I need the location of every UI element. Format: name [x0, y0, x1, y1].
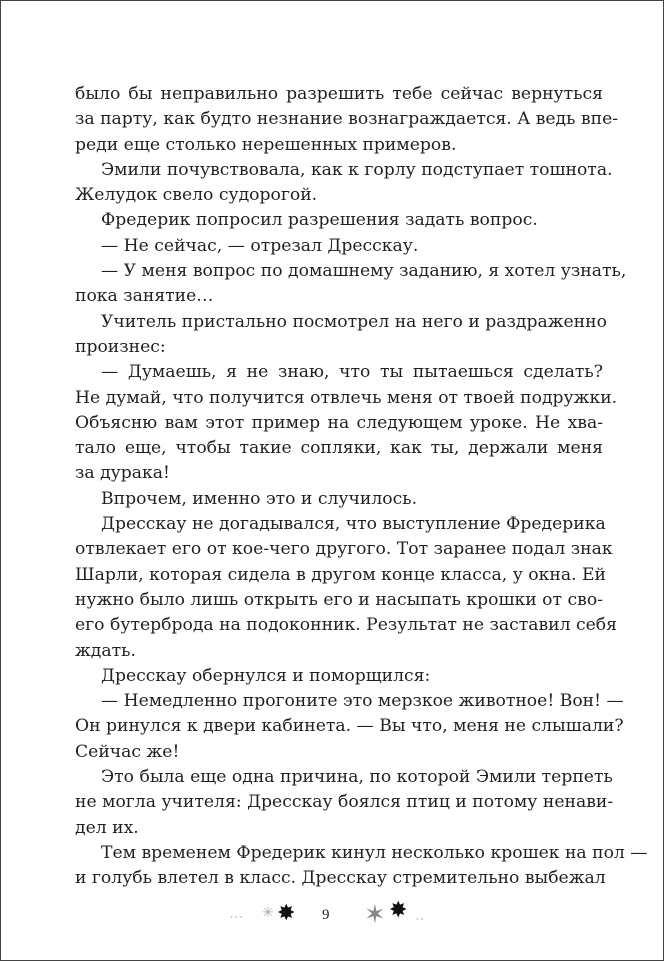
text-line: Эмили почувствовала, как к горлу подступает тошнота. [101, 159, 613, 180]
text-line: Тем временем Фредерик кинул несколько крошек на пол — [101, 842, 648, 863]
text-line: Он ринулся к двери кабинета. — Вы что, меня не слышали? [75, 716, 624, 737]
dots-ornament-icon: • • • [230, 913, 243, 922]
body-text [75, 82, 648, 892]
text-line: Дресскау не догадывался, что выступление Фредерика [101, 514, 606, 535]
text-line: Это была еще одна причина, по которой Эмили терпеть [101, 767, 613, 788]
text-line: — Не сейчас, — отрезал Дресскау. [101, 235, 419, 256]
text-line: пока занятие… [75, 286, 214, 307]
text-line: Желудок свело судорогой. [75, 185, 318, 206]
text-line: Учитель пристально посмотрел на него и раздраженно [101, 311, 607, 332]
page-footer [0, 897, 664, 929]
text-line: нужно было лишь открыть его и насыпать крошки от сво- [75, 589, 603, 610]
dots-ornament-icon: • • [416, 915, 424, 924]
text-line: — У меня вопрос по домашнему заданию, я хотел узнать, [101, 261, 627, 282]
star-ornament-icon: ✸ [277, 900, 296, 925]
text-line: Сейчас же! [75, 741, 180, 762]
page-number: 9 [322, 907, 330, 923]
text-line: — Думаешь, я не знаю, что ты пытаешься сделать? [101, 362, 603, 383]
text-line: реди еще столько нерешенных примеров. [75, 134, 457, 155]
text-line: за дурака! [75, 463, 170, 484]
text-line: Фредерик попросил разрешения задать вопрос. [101, 210, 538, 231]
text-line: его бутерброда на подоконник. Результат не заставил себя [75, 615, 617, 636]
text-line: не могла учителя: Дресскау боялся птиц и потому ненави- [75, 792, 614, 813]
text-line: произнес: [75, 336, 166, 357]
text-line: Дресскау обернулся и поморщился: [101, 665, 431, 686]
text-line: тало еще, чтобы такие сопляки, как ты, держали меня [75, 438, 603, 459]
text-line: и голубь влетел в класс. Дресскау стремительно выбежал [75, 868, 606, 889]
text-line: Шарли, которая сидела в другом конце класса, у окна. Ей [75, 564, 607, 585]
small-star-icon: ✳ [262, 906, 274, 921]
text-line: Не думай, что получится отвлечь меня от твоей подружки. [75, 387, 618, 408]
text-line: отвлекает его от кое-чего другого. Тот заранее подал знак [75, 539, 613, 560]
text-line: Впрочем, именно это и случилось. [101, 488, 418, 509]
text-line: дел их. [75, 817, 139, 838]
text-line: ждать. [75, 640, 136, 661]
text-line: было бы неправильно разрешить тебе сейчас вернуться [75, 84, 603, 104]
star-ornament-icon: ✸ [389, 897, 408, 922]
text-line: за парту, как будто незнание вознаграждается. А ведь впе- [75, 109, 619, 130]
text-line: — Немедленно прогоните это мерзкое животное! Вон! — [101, 691, 624, 712]
gray-star-icon: ✶ [364, 900, 386, 929]
text-line: Объясню вам этот пример на следующем уроке. Не хва- [75, 412, 603, 433]
